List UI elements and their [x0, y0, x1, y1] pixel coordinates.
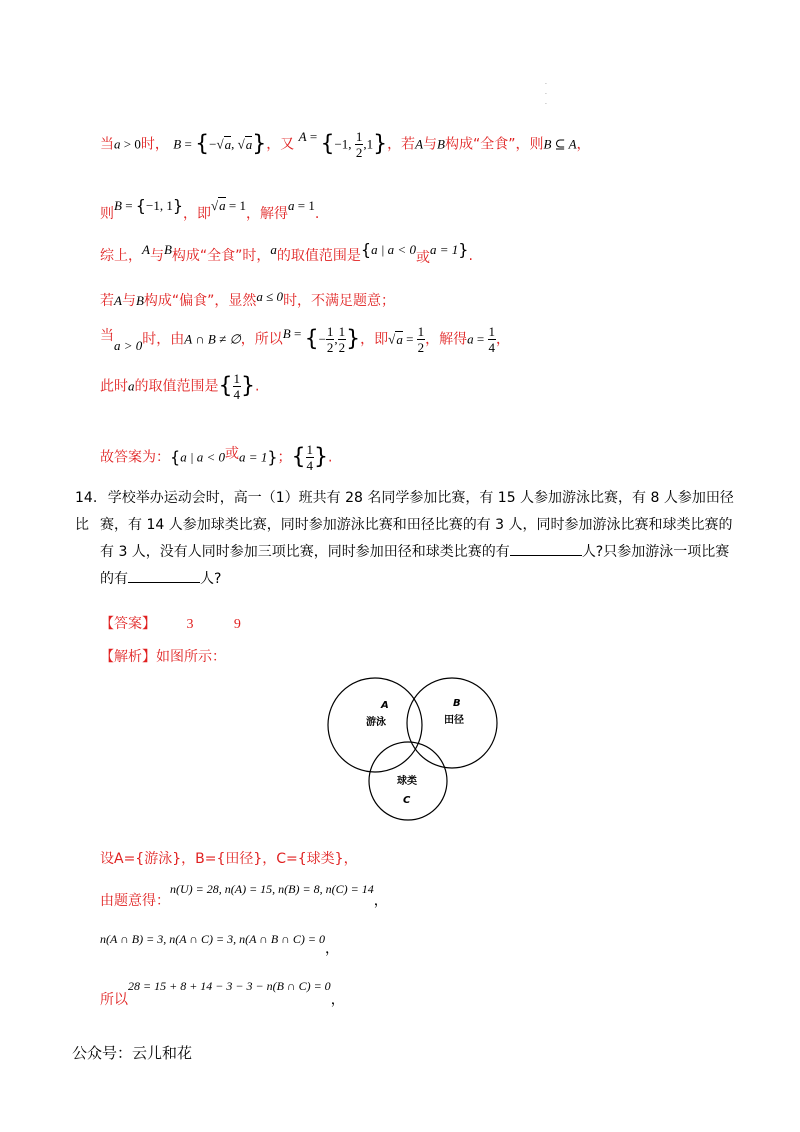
math-brace: }	[458, 240, 469, 259]
math-frac: $\frac{1}{2}$	[355, 129, 363, 160]
math-frac: $\frac{1}{4}$	[233, 371, 240, 402]
question-line-4	[100, 566, 221, 593]
solution-line-2	[100, 195, 320, 222]
math-res: a	[467, 331, 474, 347]
math-A: A	[142, 242, 150, 257]
math-set: a | a < 0	[371, 242, 416, 257]
analysis-text: 如图所示：	[156, 649, 226, 665]
text: ，又	[266, 136, 295, 153]
text: 或	[415, 250, 430, 266]
text: 构成“全食”，则	[444, 136, 544, 153]
math-comma: ,	[231, 136, 238, 152]
question-text: 赛，有 14 人参加球类比赛，同时参加游泳比赛和田径比赛的有 3 人，同时参加游泳比赛和球类比赛的	[100, 517, 733, 533]
analysis-line	[100, 646, 226, 666]
answer-blank-2[interactable]	[128, 568, 200, 583]
text: 综上，	[100, 248, 142, 264]
text: .	[255, 378, 260, 395]
math-comma: ,1	[363, 136, 374, 152]
math-brace: }	[373, 131, 388, 157]
text: 当	[100, 327, 114, 344]
math-eq: =	[402, 331, 417, 347]
math-radical: √	[388, 331, 396, 347]
math-minus: −1,	[334, 136, 355, 152]
answer-blank-1[interactable]	[510, 541, 582, 556]
venn-diagram	[320, 670, 510, 830]
math-intersections: n(A ∩ B) = 3, n(A ∩ C) = 3, n(A ∩ B ∩ C) = 0	[100, 932, 325, 946]
answer-line	[100, 613, 241, 633]
text: .	[314, 206, 320, 222]
text: 与	[423, 136, 438, 153]
math-A: A	[415, 136, 424, 152]
text: ，	[576, 136, 591, 153]
text: 与	[149, 248, 164, 264]
question-text: 学校举办运动会时，高一（1）班共有 28 名同学参加比赛，有 15 人参加游泳比赛，有 8 人参加田径比	[75, 490, 734, 533]
text: ，	[324, 941, 339, 957]
solution-line-1	[100, 130, 591, 159]
math-radical: √	[237, 136, 245, 152]
footer-text: 公众号：云儿和花	[72, 1044, 193, 1062]
math-frac: $\frac{1}{2}$	[338, 324, 346, 355]
answer-value-2: 9	[233, 617, 241, 632]
text: ；	[277, 449, 292, 466]
margin-dots: · · ·	[545, 81, 547, 108]
math-int: A ∩ B ≠ ∅	[184, 331, 241, 347]
math-brace: {	[360, 240, 372, 259]
label-C-letter: C	[403, 795, 411, 806]
math-comma: ,	[334, 331, 338, 347]
math-brace: {	[304, 326, 319, 352]
text: 的取值范围是	[276, 248, 361, 264]
math-brace: {	[320, 131, 335, 157]
math-eq: =	[121, 198, 136, 213]
math-frac: $\frac{1}{2}$	[326, 324, 334, 355]
math-brace: {	[195, 131, 210, 157]
label-A-name: 游泳	[366, 717, 386, 728]
text: 此时	[100, 378, 128, 395]
math-eq: = 1	[225, 198, 246, 213]
answer-label: 【答案】	[100, 616, 156, 632]
math-given: n(U) = 28, n(A) = 15, n(B) = 8, n(C) = 14	[170, 882, 374, 896]
text: 则	[100, 206, 114, 222]
question-number: 14.	[75, 490, 98, 506]
text: 构成“全食”时，	[171, 248, 271, 264]
math-brace: }	[314, 444, 329, 470]
solution-line-6	[100, 372, 259, 401]
math-brace: {	[135, 196, 146, 215]
math-brace: {	[170, 447, 181, 467]
math-eq: =	[181, 136, 196, 152]
text: 当	[100, 136, 114, 153]
math-B: B	[437, 136, 445, 152]
answer-value-1: 3	[186, 617, 194, 632]
text: ，解得	[246, 206, 288, 222]
math-res: a	[288, 198, 295, 213]
math-B: B	[114, 198, 122, 213]
math-cond: a > 0	[114, 337, 143, 353]
math-brace: }	[346, 326, 361, 352]
math-a: a	[128, 378, 135, 394]
math-radical: √	[216, 136, 224, 152]
analysis-label: 【解析】	[100, 649, 156, 665]
text: 与	[121, 293, 136, 309]
math-brace: {	[218, 373, 233, 399]
question-text: 的有	[100, 571, 128, 587]
text: ，所以	[240, 331, 283, 348]
math-radicand: a	[245, 136, 253, 152]
text: 或	[225, 445, 240, 462]
label-B-letter: B	[453, 698, 461, 709]
solution-given-line	[100, 878, 388, 909]
solution-text: 设A={游泳}，B={田径}，C={球类}，	[100, 851, 358, 867]
solution-line-5	[100, 325, 510, 354]
math-a: a	[270, 242, 277, 257]
math-set: a | a < 0	[180, 449, 226, 465]
solution-line-4	[100, 290, 395, 310]
math-frac: $\frac{1}{2}$	[417, 324, 425, 355]
math-radicand: a	[396, 331, 403, 347]
math-brace: }	[241, 373, 255, 399]
text: ，	[496, 331, 510, 348]
text: ，	[330, 992, 345, 1008]
question-text: 人?只参加游泳一项比赛	[581, 544, 730, 560]
math-minus: −	[209, 136, 217, 152]
math-frac: $\frac{1}{4}$	[306, 442, 314, 473]
solution-text: 所以	[100, 992, 128, 1008]
math-set: a = 1	[429, 242, 459, 257]
math-B: B	[135, 293, 144, 308]
question-text: 有 3 人，没有人同时参加三项比赛，同时参加田径和球类比赛的有	[100, 544, 510, 560]
math-minus: −	[318, 331, 326, 347]
question-line-2	[100, 512, 733, 539]
math-eq: =	[290, 325, 305, 341]
math-brace: }	[252, 131, 267, 157]
math-B: B	[163, 242, 172, 257]
text: .	[468, 248, 473, 264]
math-radical: √	[211, 198, 219, 213]
solution-text: 由题意得：	[100, 893, 170, 909]
text: 若	[100, 293, 114, 309]
text: 时，	[140, 136, 169, 153]
text: ，即	[183, 206, 212, 222]
solution-set-line	[100, 848, 358, 868]
math-cond: a	[114, 136, 121, 152]
math-B: B	[282, 325, 291, 341]
math-val: −1, 1	[145, 198, 173, 213]
math-radicand: a	[219, 198, 226, 213]
question-text: 人?	[200, 571, 222, 587]
label-B-name: 田径	[444, 715, 464, 726]
math-brace: }	[172, 196, 184, 215]
math-eq: =	[473, 331, 488, 347]
text: ，解得	[425, 331, 468, 348]
text: 故答案为：	[100, 449, 170, 466]
math-frac: $\frac{1}{4}$	[488, 324, 495, 355]
math-op: > 0	[120, 136, 141, 152]
math-cond: a ≤ 0	[256, 289, 284, 304]
math-B: B	[173, 136, 182, 152]
solution-result-line	[100, 975, 345, 1008]
math-result: 28 = 15 + 8 + 14 − 3 − 3 − n(B ∩ C) = 0	[128, 979, 331, 993]
text: 构成“偏食”，显然	[143, 293, 257, 309]
solution-intersection-line	[100, 928, 339, 957]
math-brace: {	[291, 444, 306, 470]
solution-line-3	[100, 240, 473, 266]
footer-watermark	[72, 1042, 192, 1063]
label-A-letter: A	[381, 700, 389, 711]
math-A: A	[298, 128, 307, 144]
text: ，若	[387, 136, 416, 153]
math-eq: =	[306, 128, 321, 144]
math-brace: }	[267, 447, 278, 467]
math-A: A	[114, 293, 122, 308]
text: .	[328, 449, 333, 466]
text: ，即	[360, 331, 389, 348]
math-eq: = 1	[294, 198, 315, 213]
question-line-3	[100, 539, 729, 566]
text: 时，由	[142, 331, 185, 348]
text: 的取值范围是	[134, 378, 219, 395]
solution-line-7	[100, 443, 332, 472]
label-C-name: 球类	[397, 776, 417, 787]
math-radicand: a	[224, 136, 232, 152]
math-set: a = 1	[239, 449, 268, 465]
math-sub: B ⊆ A	[543, 136, 577, 152]
text: ，	[373, 893, 388, 909]
text: 时，不满足题意；	[283, 293, 396, 309]
